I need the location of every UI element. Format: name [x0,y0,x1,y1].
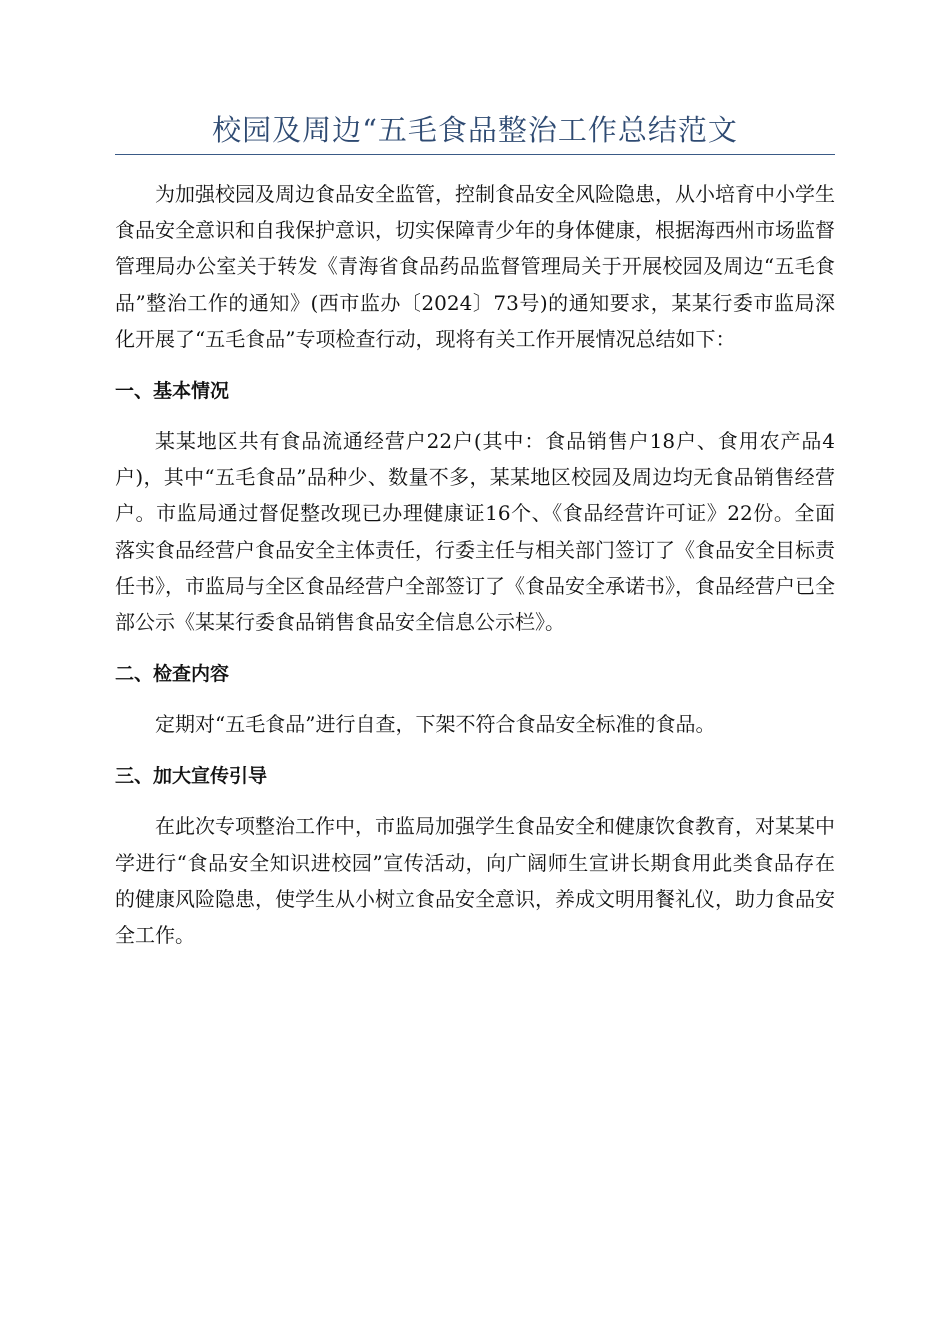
section-heading-inspection: 二、检查内容 [115,663,230,686]
title-block [115,112,835,155]
section-paragraph-publicity: 在此次专项整治工作中，市监局加强学生食品安全和健康饮食教育，对某某中学进行“食品安全知识进校园”宣传活动，向广阔师生宣讲长期食用此类食品存在的健康风险隐患，使学生从小树立食品安全意识，养成文明用餐礼仪，助力食品安全工作。 [115,814,835,948]
section-paragraph-inspection: 定期对“五毛食品”进行自查，下架不符合食品安全标准的食品。 [155,712,716,737]
document-body [115,176,835,953]
section-heading-publicity: 三、加大宣传引导 [115,765,268,788]
section-heading-basic: 一、基本情况 [115,380,230,403]
intro-paragraph: 为加强校园及周边食品安全监管，控制食品安全风险隐患，从小培育中小学生食品安全意识和自我保护意识，切实保障青少年的身体健康，根据海西州市场监督管理局办公室关于转发《青海省食品药品监督管理局关于开展校园及周边“五毛食品”整治工作的通知》(西市监办〔2024〕73号)的通知要求，某某行委市监局深化开展了“五毛食品”专项检查行动，现将有关工作开展情况总结如下： [115,182,835,351]
document-title: 校园及周边“五毛食品整治工作总结范文 [212,113,738,147]
section-paragraph-basic: 某某地区共有食品流通经营户22户(其中：食品销售户18户、食用农产品4户)，其中“五毛食品”品种少、数量不多，某某地区校园及周边均无食品销售经营户。市监局通过督促整改现已办理健康证16个、《食品经营许可证》22份。全面落实食品经营户食品安全主体责任，行委主任与相关部门签订了《食品安全目标责任书》，市监局与全区食品经营户全部签订了《食品安全承诺书》，食品经营户已全部公示《某某行委食品销售食品安全信息公示栏》。 [115,429,835,635]
